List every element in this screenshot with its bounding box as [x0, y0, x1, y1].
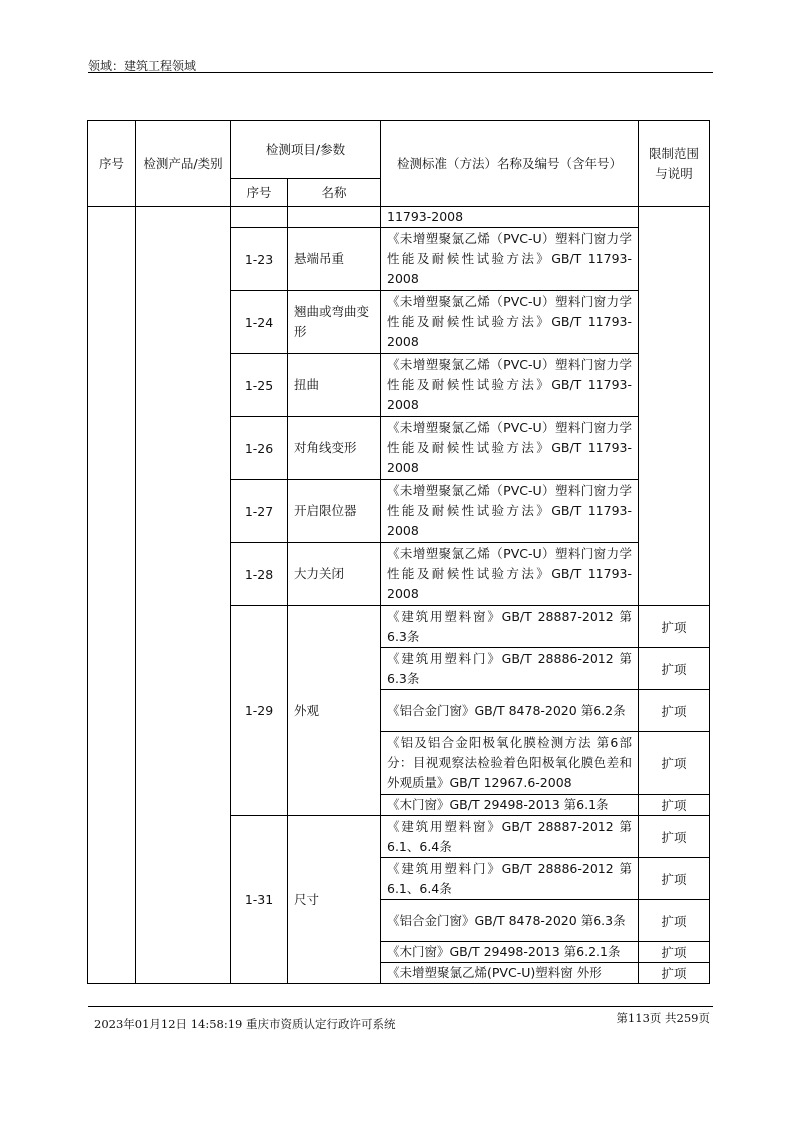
- item-name-cell: 开启限位器: [288, 480, 381, 543]
- header-sub-name: 名称: [288, 179, 381, 207]
- item-name-cell: 翘曲或弯曲变形: [288, 291, 381, 354]
- footer-page-info: 第113页 共259页: [616, 1011, 710, 1025]
- standard-cell: 《未增塑聚氯乙烯（PVC-U）塑料门窗力学性能及耐候性试验方法》GB/T 11793-2008: [381, 228, 639, 291]
- header-divider: [88, 72, 713, 73]
- standard-cell: 《建筑用塑料窗》GB/T 28887-2012 第6.3条: [381, 606, 639, 648]
- standard-cell: 《未增塑聚氯乙烯（PVC-U）塑料门窗力学性能及耐候性试验方法》GB/T 11793-2008: [381, 543, 639, 606]
- standard-cell: 11793-2008: [381, 207, 639, 228]
- item-name-cell: [288, 207, 381, 228]
- item-name-cell: 扭曲: [288, 354, 381, 417]
- standard-cell: 《未增塑聚氯乙烯（PVC-U）塑料门窗力学性能及耐候性试验方法》GB/T 11793-2008: [381, 354, 639, 417]
- item-name-cell: 大力关闭: [288, 543, 381, 606]
- standard-cell: 《未增塑聚氯乙烯（PVC-U）塑料门窗力学性能及耐候性试验方法》GB/T 11793-2008: [381, 480, 639, 543]
- item-num-cell: 1-27: [231, 480, 288, 543]
- limit-cell: 扩项: [639, 732, 710, 795]
- item-num-cell: 1-24: [231, 291, 288, 354]
- item-num-cell: 1-25: [231, 354, 288, 417]
- item-num-cell: 1-26: [231, 417, 288, 480]
- header-sub-seq: 序号: [231, 179, 288, 207]
- standard-cell: 《建筑用塑料门》GB/T 28886-2012 第6.3条: [381, 648, 639, 690]
- footer-timestamp: 2023年01月12日 14:58:19 重庆市资质认定行政许可系统: [94, 1017, 396, 1031]
- item-num-cell: [231, 207, 288, 228]
- header-seq: 序号: [88, 121, 136, 207]
- standard-cell: 《建筑用塑料窗》GB/T 28887-2012 第6.1、6.4条: [381, 816, 639, 858]
- limit-cell: 扩项: [639, 606, 710, 648]
- footer-divider: [88, 1006, 713, 1007]
- header-standard: 检测标准（方法）名称及编号（含年号）: [381, 121, 639, 207]
- header-items: 检测项目/参数: [231, 121, 381, 179]
- limit-cell: 扩项: [639, 858, 710, 900]
- item-name-cell: 对角线变形: [288, 417, 381, 480]
- standard-cell: 《铝合金门窗》GB/T 8478-2020 第6.3条: [381, 900, 639, 942]
- standard-cell: 《木门窗》GB/T 29498-2013 第6.2.1条: [381, 942, 639, 963]
- limit-cell: 扩项: [639, 795, 710, 816]
- standard-cell: 《未增塑聚氯乙烯（PVC-U）塑料门窗力学性能及耐候性试验方法》GB/T 11793-2008: [381, 417, 639, 480]
- item-num-cell: 1-28: [231, 543, 288, 606]
- limit-cell: 扩项: [639, 942, 710, 963]
- item-num-cell: 1-31: [231, 816, 288, 984]
- product-cell: [136, 207, 231, 984]
- header-product: 检测产品/类别: [136, 121, 231, 207]
- item-name-cell: 尺寸: [288, 816, 381, 984]
- limit-cell: 扩项: [639, 690, 710, 732]
- inspection-table: [87, 120, 710, 984]
- limit-cell: [639, 207, 710, 606]
- limit-cell: 扩项: [639, 648, 710, 690]
- domain-label: 领域：建筑工程领域: [88, 59, 197, 73]
- item-name-cell: 外观: [288, 606, 381, 816]
- limit-cell: 扩项: [639, 900, 710, 942]
- standard-cell: 《木门窗》GB/T 29498-2013 第6.1条: [381, 795, 639, 816]
- item-num-cell: 1-29: [231, 606, 288, 816]
- standard-cell: 《铝及铝合金阳极氧化膜检测方法 第6部分：目视观察法检验着色阳极氧化膜色差和外观质量》GB/T 12967.6-2008: [381, 732, 639, 795]
- seq-cell: [88, 207, 136, 984]
- header-limit: 限制范围与说明: [639, 121, 710, 207]
- standard-cell: 《铝合金门窗》GB/T 8478-2020 第6.2条: [381, 690, 639, 732]
- standard-cell: 《未增塑聚氯乙烯（PVC-U）塑料门窗力学性能及耐候性试验方法》GB/T 11793-2008: [381, 291, 639, 354]
- table-row: [88, 207, 710, 228]
- standard-cell: 《未增塑聚氯乙烯(PVC-U)塑料窗 外形: [381, 963, 639, 984]
- item-num-cell: 1-23: [231, 228, 288, 291]
- limit-cell: 扩项: [639, 816, 710, 858]
- limit-cell: 扩项: [639, 963, 710, 984]
- item-name-cell: 悬端吊重: [288, 228, 381, 291]
- standard-cell: 《建筑用塑料门》GB/T 28886-2012 第6.1、6.4条: [381, 858, 639, 900]
